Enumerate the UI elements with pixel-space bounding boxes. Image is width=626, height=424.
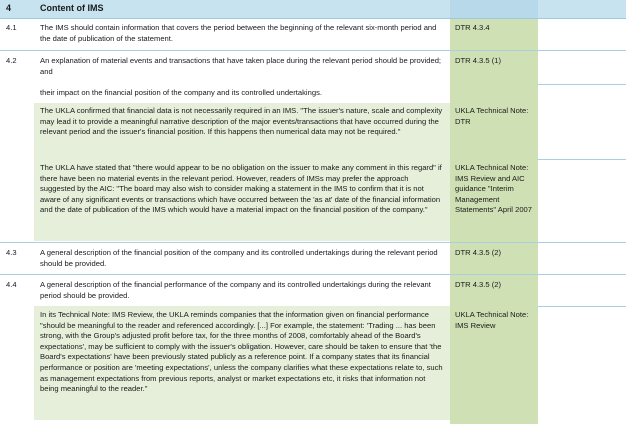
- note-text: The UKLA confirmed that financial data is not necessarily required in an IMS. "The issuer's nature, scale and complexity may lead it to provide a meaningful narrative description of the major events/transactions that have occurred during the relevant period and the issuer's financial position. If this happens then numerical data may not be required.": [40, 106, 443, 137]
- row-number: 4.4: [6, 280, 17, 289]
- section-header: [0, 0, 626, 19]
- row-number: 4.1: [6, 23, 17, 32]
- note-reference: UKLA Technical Note: DTR: [455, 106, 529, 126]
- row-reference: DTR 4.3.4: [455, 23, 490, 32]
- row-divider: [538, 306, 626, 307]
- row-text: The IMS should contain information that covers the period between the beginning of the relevant six-month period and the date of publication of the statement.: [40, 23, 437, 43]
- row-divider: [0, 274, 626, 275]
- row-divider: [538, 84, 626, 85]
- note-reference: UKLA Technical Note: IMS Review: [455, 310, 529, 330]
- row-divider: [0, 50, 626, 51]
- note-text: In its Technical Note: IMS Review, the UKLA reminds companies that the information given on financial performance "should be meaningful to the reader and referenced accordingly. [...] For example, the statement: 'Trading ... has been strong, with the Group's adjusted profit before tax, for the three months of 2008, comfortably ahead of the Board's expectations', may be sufficient to comply with the issuer's obligation. However, care should be taken to ensure that 'the Board's expectations' have been previously stated publicly as a reference point. If a company states that its financial performance or position are 'meeting expectations', unless the company clarifies what these expectations relate to, such as management expectations from previous reports, analyst or market expectations etc, it risks that information not being meaningful to the reader.": [40, 310, 443, 394]
- row-text: their impact on the financial position of the company and its controlled undertakings.: [40, 88, 322, 97]
- row-reference: DTR 4.3.5 (1): [455, 56, 501, 65]
- row-text: A general description of the financial position of the company and its controlled undertakings during the relevant period should be provided.: [40, 248, 438, 268]
- note-text: The UKLA have stated that "there would appear to be no obligation on the issuer to make any comment in this regard" if there have been no material events in the relevant period. However, readers of IMSs may prefer the approach suggested by the AIC: "The board may also wish to consider making a statement in the IMS to confirm that it is not aware of any significant events or transactions which have occurred between the 'as at' date of the financial information and the date of publication of the IMS which would have a material impact on the financial position of the company.": [40, 163, 442, 215]
- section-title: Content of IMS: [40, 3, 104, 13]
- row-divider: [538, 159, 626, 160]
- row-divider: [0, 242, 626, 243]
- row-number: 4.2: [6, 56, 17, 65]
- row-reference: DTR 4.3.5 (2): [455, 248, 501, 257]
- row-text: An explanation of material events and transactions that have taken place during the relevant period should be provided; and: [40, 56, 442, 76]
- row-text: A general description of the financial performance of the company and its controlled undertakings during the relevant period should be provided.: [40, 280, 431, 300]
- row-reference: DTR 4.3.5 (2): [455, 280, 501, 289]
- row-number: 4.3: [6, 248, 17, 257]
- header-reference-cell: [450, 0, 538, 18]
- section-number: 4: [6, 3, 12, 13]
- note-reference: UKLA Technical Note: IMS Review and AIC guidance "Interim Management Statements" April 2007: [455, 163, 532, 215]
